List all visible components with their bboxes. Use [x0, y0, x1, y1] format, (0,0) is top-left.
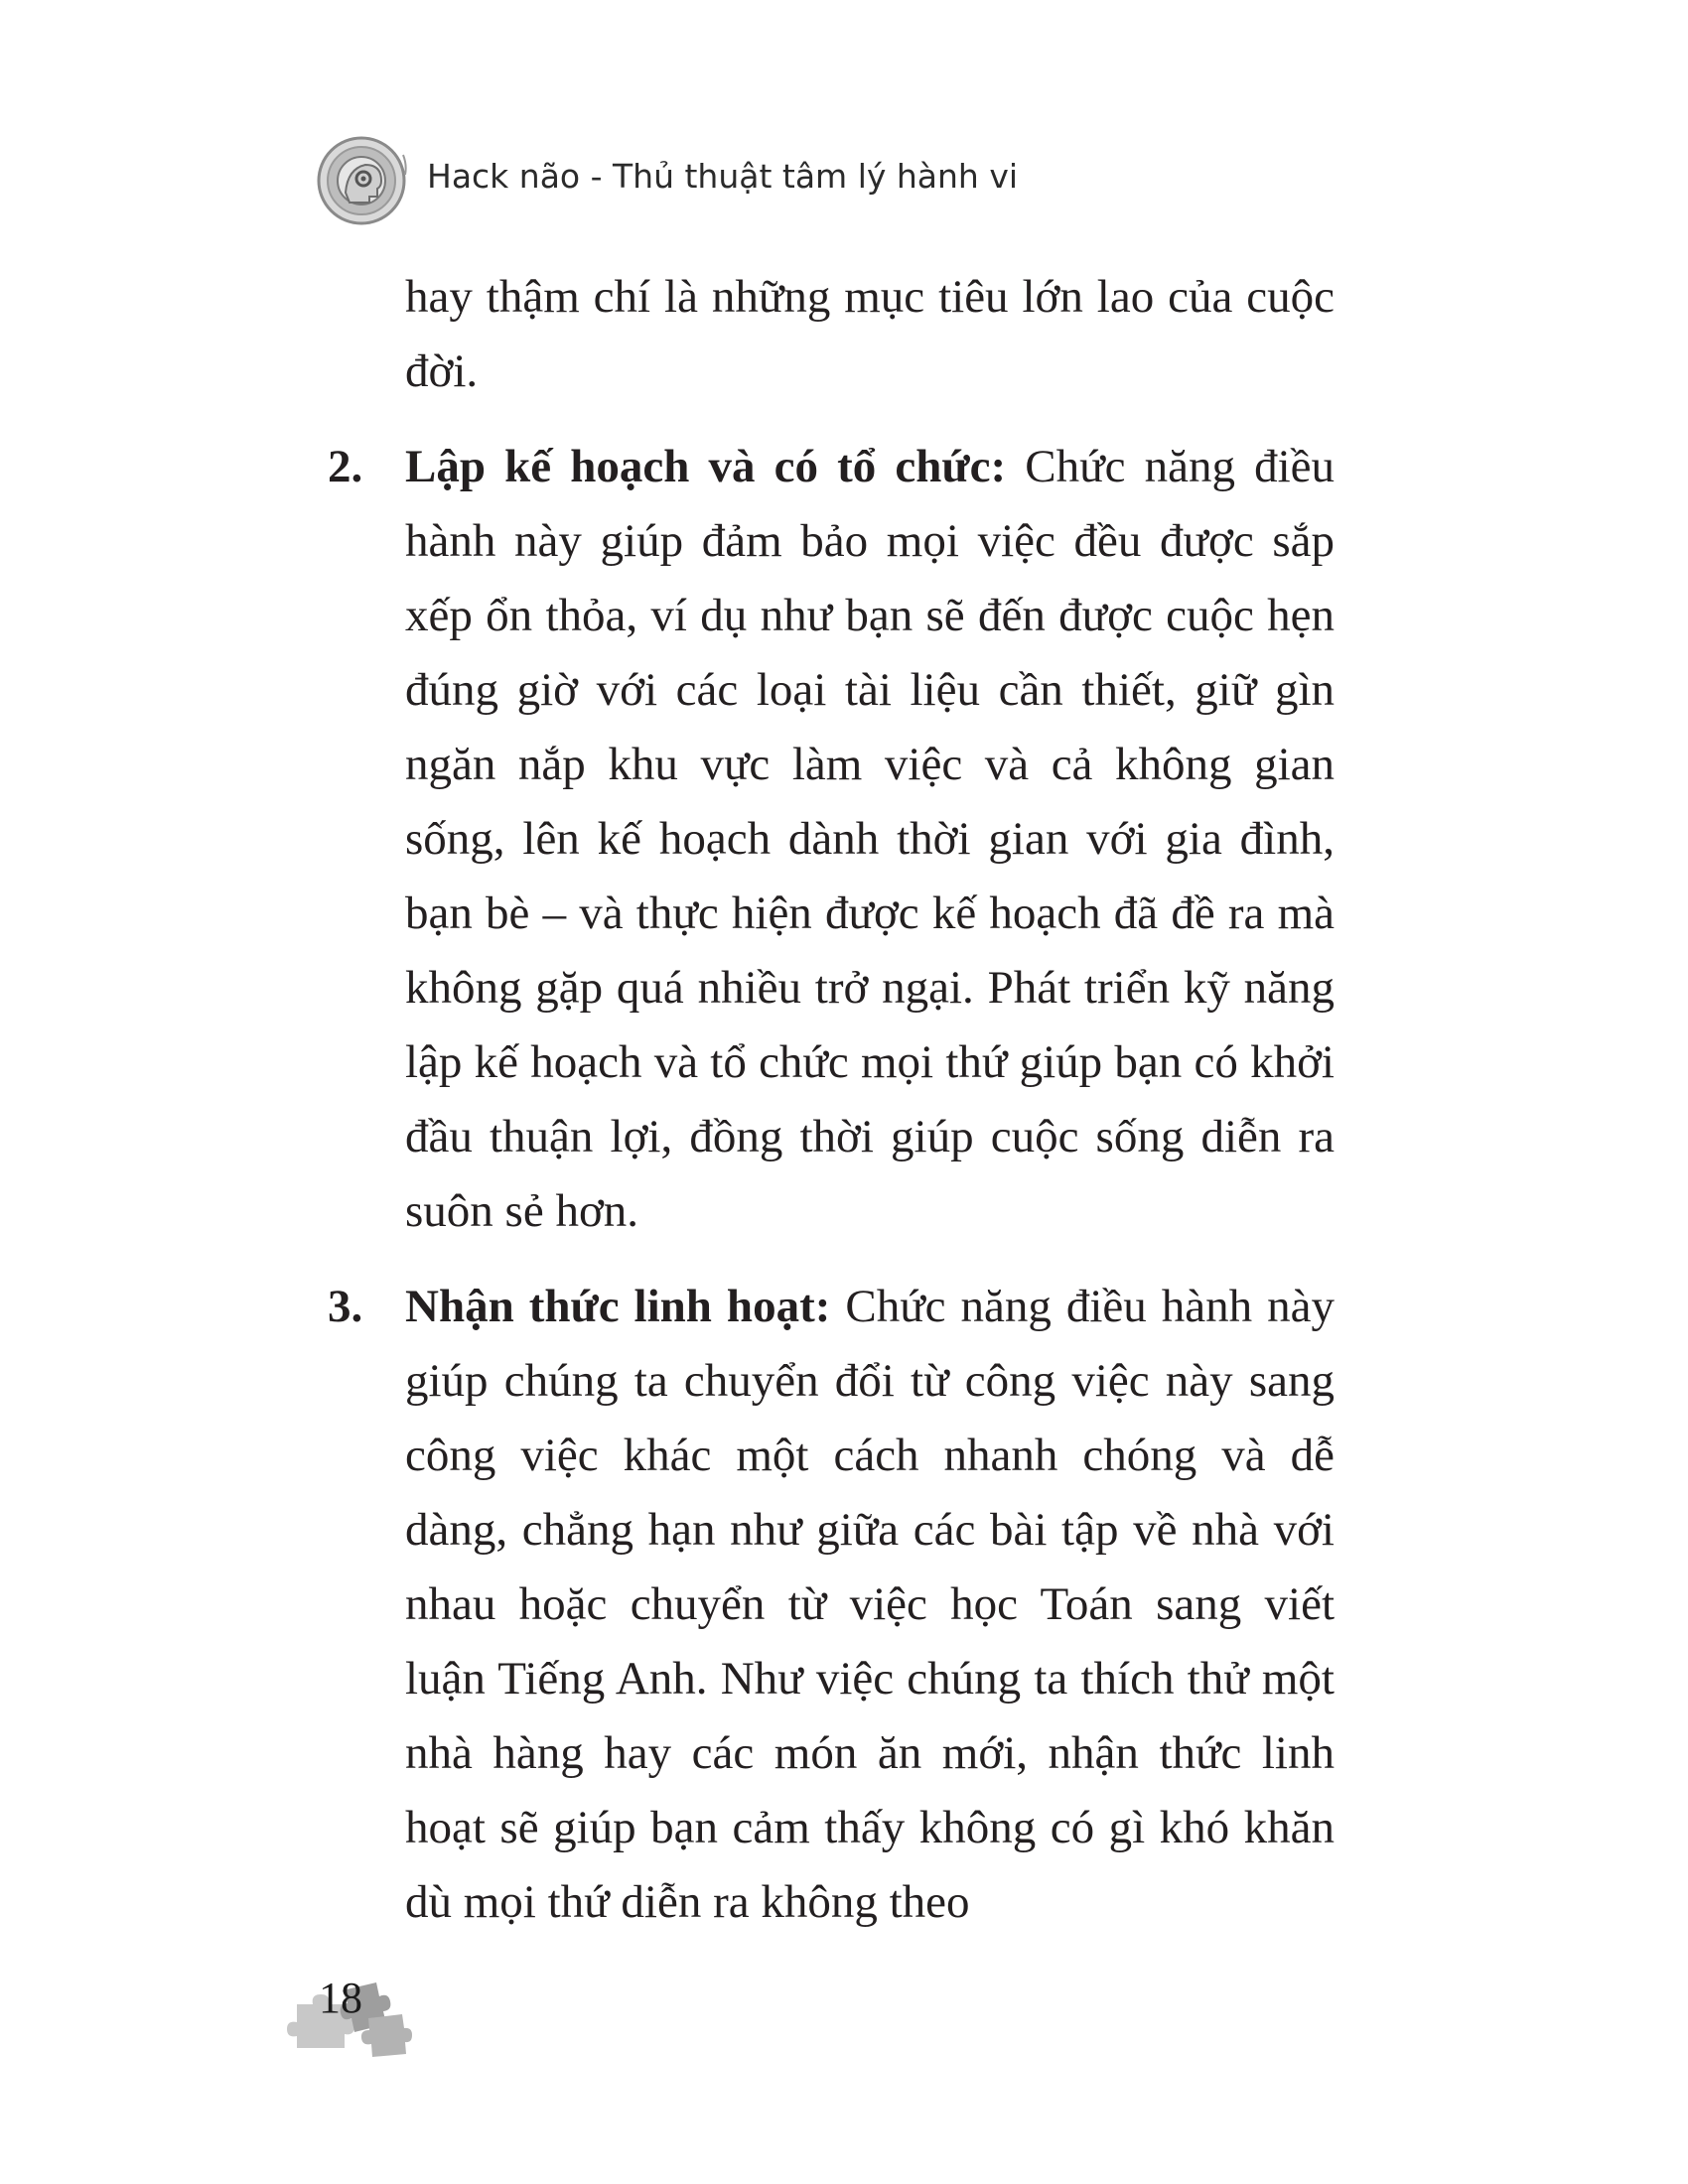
head-gears-logo-icon — [316, 135, 407, 226]
page-body — [328, 260, 1335, 1940]
running-header-title: Hack não - Thủ thuật tâm lý hành vi — [427, 157, 1019, 196]
list-item-title: Nhận thức linh hoạt: — [405, 1281, 831, 1332]
list-item-text: Chức năng điều hành này giúp đảm bảo mọi việc đều được sắp xếp ổn thỏa, ví dụ như bạn sẽ đến được cuộc hẹn đúng giờ với các loại tài liệu cần thiết, giữ gìn ngăn nắp khu vực làm việc và cả không gian sống, lên kế hoạch dành thời gian với gia đình, bạn bè – và thực hiện được kế hoạch đã đề ra mà không gặp quá nhiều trở ngại. Phát triển kỹ năng lập kế hoạch và tổ chức mọi thứ giúp bạn có khởi đầu thuận lợi, đồng thời giúp cuộc sống diễn ra suôn sẻ hơn. — [405, 441, 1335, 1237]
list-item-title: Lập kế hoạch và có tổ chức: — [405, 441, 1007, 492]
page-header — [316, 117, 1209, 236]
page-number: 18 — [319, 1974, 362, 2022]
list-item — [328, 430, 1335, 1249]
continuation-paragraph: hay thậm chí là những mục tiêu lớn lao của cuộc đời. — [405, 271, 1335, 397]
list-item-number: 2. — [328, 441, 363, 492]
list-item-text: Chức năng điều hành này giúp chúng ta chuyển đổi từ công việc này sang công việc khác một cách nhanh chóng và dễ dàng, chẳng hạn như giữa các bài tập về nhà với nhau hoặc chuyển từ việc học Toán sang viết luận Tiếng Anh. Như việc chúng ta thích thử một nhà hàng hay các món ăn mới, nhận thức linh hoạt sẽ giúp bạn cảm thấy không có gì khó khăn dù mọi thứ diễn ra không theo — [405, 1281, 1335, 1928]
list-item — [328, 1270, 1335, 1940]
page-footer — [283, 1961, 412, 2060]
list-item-number: 3. — [328, 1281, 363, 1332]
